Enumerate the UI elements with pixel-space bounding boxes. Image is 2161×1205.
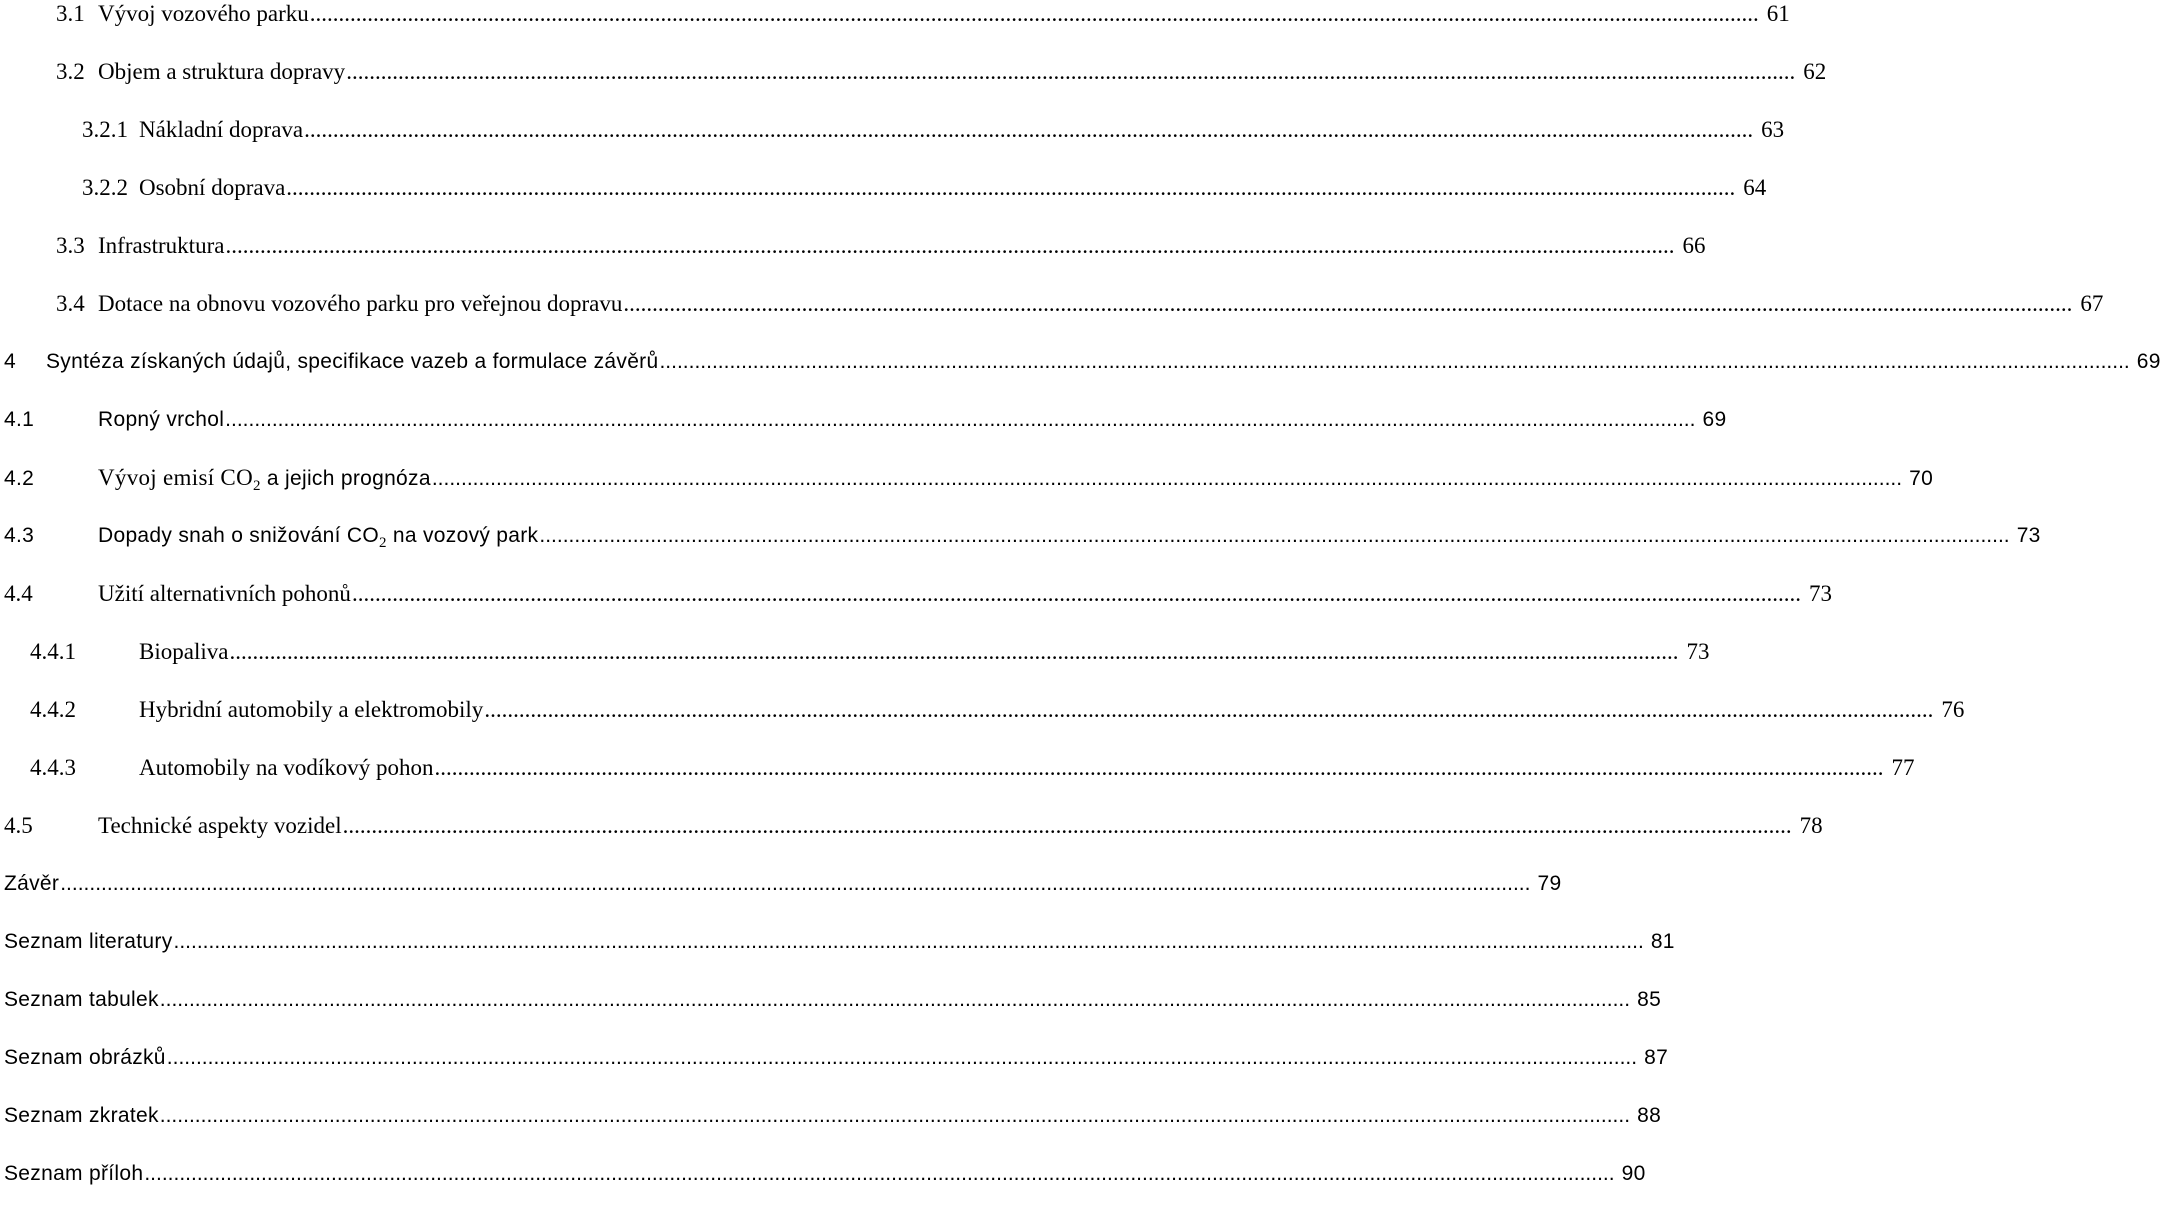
toc-leader-dots: ............................................................................................................................................................................................................................................................ bbox=[351, 581, 1801, 606]
toc-entry-title: Osobní doprava bbox=[139, 175, 286, 200]
toc-entry-title: Užití alternativních pohonů bbox=[98, 581, 351, 606]
toc-leader-dots: ............................................................................................................................................................................................................................................................ bbox=[159, 1104, 1631, 1127]
toc-entry-4-3[interactable] bbox=[0, 516, 2041, 556]
toc-entry-4-1[interactable] bbox=[0, 400, 1727, 440]
toc-entry-page: 67 bbox=[2080, 291, 2104, 316]
toc-entry-title: Vývoj emisí $CO_2$ a jejich prognóza bbox=[98, 465, 431, 495]
toc-leader-dots: ............................................................................................................................................................................................................................................................ bbox=[225, 233, 1675, 258]
toc-entry-page: 69 bbox=[1702, 408, 1727, 431]
toc-entry-page: 61 bbox=[1766, 1, 1790, 26]
toc-entry-number: 3.3 bbox=[56, 233, 85, 258]
toc-entry-page: 73 bbox=[2016, 524, 2041, 547]
toc-entry-title: Automobily na vodíkový pohon bbox=[139, 755, 434, 780]
toc-entry-list-of-appendices[interactable] bbox=[0, 1154, 1646, 1194]
toc-entry-3-1[interactable] bbox=[0, 0, 1790, 34]
toc-leader-dots: ............................................................................................................................................................................................................................................................ bbox=[225, 408, 1696, 431]
toc-entry-4-4-1[interactable] bbox=[0, 632, 1710, 672]
toc-entry-number: 3.4 bbox=[56, 291, 85, 316]
toc-entry-page: 81 bbox=[1650, 930, 1675, 953]
toc-leader-dots: ............................................................................................................................................................................................................................................................ bbox=[304, 117, 1754, 142]
toc-entry-3-4[interactable] bbox=[0, 284, 2104, 324]
toc-entry-page: 70 bbox=[1909, 467, 1934, 490]
toc-entry-page: 69 bbox=[2136, 350, 2161, 373]
toc-leader-dots: ............................................................................................................................................................................................................................................................ bbox=[166, 1046, 1638, 1069]
toc-entry-title: Seznam zkratek bbox=[4, 1104, 159, 1127]
toc-entry-page: 77 bbox=[1891, 755, 1915, 780]
toc-entry-conclusion[interactable] bbox=[0, 864, 1562, 904]
subscript-two: 2 bbox=[252, 478, 261, 495]
toc-entry-number: 4.4.2 bbox=[30, 697, 76, 722]
toc-entry-page: 79 bbox=[1537, 872, 1562, 895]
toc-entry-4-4[interactable] bbox=[0, 574, 1832, 614]
toc-entry-number: 3.2.1 bbox=[82, 117, 128, 142]
toc-leader-dots: ............................................................................................................................................................................................................................................................ bbox=[309, 1, 1759, 26]
toc-entry-list-of-abbreviations[interactable] bbox=[0, 1096, 1662, 1136]
toc-entry-title: Objem a struktura dopravy bbox=[98, 59, 346, 84]
toc-leader-dots: ............................................................................................................................................................................................................................................................ bbox=[286, 175, 1736, 200]
toc-leader-dots: ............................................................................................................................................................................................................................................................ bbox=[342, 813, 1792, 838]
toc-entry-4[interactable] bbox=[0, 342, 2161, 382]
toc-entry-page: 73 bbox=[1686, 639, 1710, 664]
toc-entry-page: 88 bbox=[1637, 1104, 1662, 1127]
toc-entry-4-4-3[interactable] bbox=[0, 748, 1915, 788]
toc-entry-title: Ropný vrchol bbox=[98, 408, 225, 431]
toc-entry-title: Syntéza získaných údajů, specifikace vazeb a formulace závěrů bbox=[46, 350, 659, 373]
toc-entry-title: Seznam literatury bbox=[4, 930, 173, 953]
toc-entry-page: 64 bbox=[1743, 175, 1767, 200]
toc-entry-bibliography[interactable] bbox=[0, 922, 1675, 962]
toc-entry-page: 87 bbox=[1644, 1046, 1669, 1069]
toc-entry-3-3[interactable] bbox=[0, 226, 1706, 266]
toc-entry-number: 4.4.3 bbox=[30, 755, 76, 780]
toc-leader-dots: ............................................................................................................................................................................................................................................................ bbox=[60, 872, 1531, 895]
toc-entry-page: 85 bbox=[1637, 988, 1662, 1011]
toc-entry-title: Seznam obrázků bbox=[4, 1046, 166, 1069]
toc-entry-number: 3.2 bbox=[56, 59, 85, 84]
toc-entry-title: Závěr bbox=[4, 872, 60, 895]
toc-entry-number: 4.3 bbox=[4, 524, 35, 547]
toc-entry-title: Technické aspekty vozidel bbox=[98, 813, 342, 838]
toc-entry-number: 4 bbox=[4, 350, 16, 373]
toc-entry-number: 3.2.2 bbox=[82, 175, 128, 200]
toc-entry-3-2-1[interactable] bbox=[0, 110, 1785, 150]
toc-entry-page: 62 bbox=[1803, 59, 1827, 84]
toc-entry-page: 78 bbox=[1799, 813, 1823, 838]
toc-leader-dots: ............................................................................................................................................................................................................................................................ bbox=[159, 988, 1631, 1011]
toc-entry-title: Seznam tabulek bbox=[4, 988, 159, 1011]
toc-leader-dots: ............................................................................................................................................................................................................................................................ bbox=[431, 467, 1903, 490]
toc-entry-title: Dotace na obnovu vozového parku pro veřejnou dopravu bbox=[98, 291, 623, 316]
toc-entry-page: 90 bbox=[1621, 1162, 1646, 1185]
toc-entry-4-2[interactable] bbox=[0, 458, 1934, 498]
subscript-two: 2 bbox=[378, 535, 387, 552]
toc-entry-number: 4.4 bbox=[4, 581, 33, 606]
toc-leader-dots: ............................................................................................................................................................................................................................................................ bbox=[144, 1162, 1615, 1185]
toc-entry-page: 66 bbox=[1682, 233, 1706, 258]
toc-entry-title: Hybridní automobily a elektromobily bbox=[139, 697, 484, 722]
toc-entry-number: 4.2 bbox=[4, 467, 35, 490]
toc-entry-list-of-tables[interactable] bbox=[0, 980, 1662, 1020]
toc-leader-dots: ............................................................................................................................................................................................................................................................ bbox=[623, 291, 2073, 316]
toc-leader-dots: ............................................................................................................................................................................................................................................................ bbox=[539, 524, 2010, 547]
toc-entry-title: Infrastruktura bbox=[98, 233, 225, 258]
toc-entry-3-2-2[interactable] bbox=[0, 168, 1767, 208]
toc-entry-title: Biopaliva bbox=[139, 639, 229, 664]
toc-entry-number: 4.4.1 bbox=[30, 639, 76, 664]
toc-entry-number: 4.5 bbox=[4, 813, 33, 838]
toc-entry-page: 73 bbox=[1808, 581, 1832, 606]
toc-leader-dots: ............................................................................................................................................................................................................................................................ bbox=[434, 755, 1884, 780]
toc-entry-number: 3.1 bbox=[56, 1, 85, 26]
toc-leader-dots: ............................................................................................................................................................................................................................................................ bbox=[173, 930, 1644, 953]
toc-leader-dots: ............................................................................................................................................................................................................................................................ bbox=[659, 350, 2130, 373]
toc-entry-list-of-figures[interactable] bbox=[0, 1038, 1669, 1078]
toc-entry-title: Seznam příloh bbox=[4, 1162, 144, 1185]
toc-entry-3-2[interactable] bbox=[0, 52, 1827, 92]
toc-entry-number: 4.1 bbox=[4, 408, 35, 431]
toc-entry-title: Vývoj vozového parku bbox=[98, 1, 309, 26]
toc-entry-page: 76 bbox=[1941, 697, 1965, 722]
toc-entry-page: 63 bbox=[1761, 117, 1785, 142]
toc-entry-4-4-2[interactable] bbox=[0, 690, 1965, 730]
toc-entry-title: Dopady snah o snižování $CO_2$ na vozový park bbox=[98, 524, 539, 552]
toc-leader-dots: ............................................................................................................................................................................................................................................................ bbox=[229, 639, 1679, 664]
toc-entry-4-5[interactable] bbox=[0, 806, 1823, 846]
toc-leader-dots: ............................................................................................................................................................................................................................................................ bbox=[484, 697, 1934, 722]
toc-leader-dots: ............................................................................................................................................................................................................................................................ bbox=[346, 59, 1796, 84]
toc-entry-title: Nákladní doprava bbox=[139, 117, 304, 142]
